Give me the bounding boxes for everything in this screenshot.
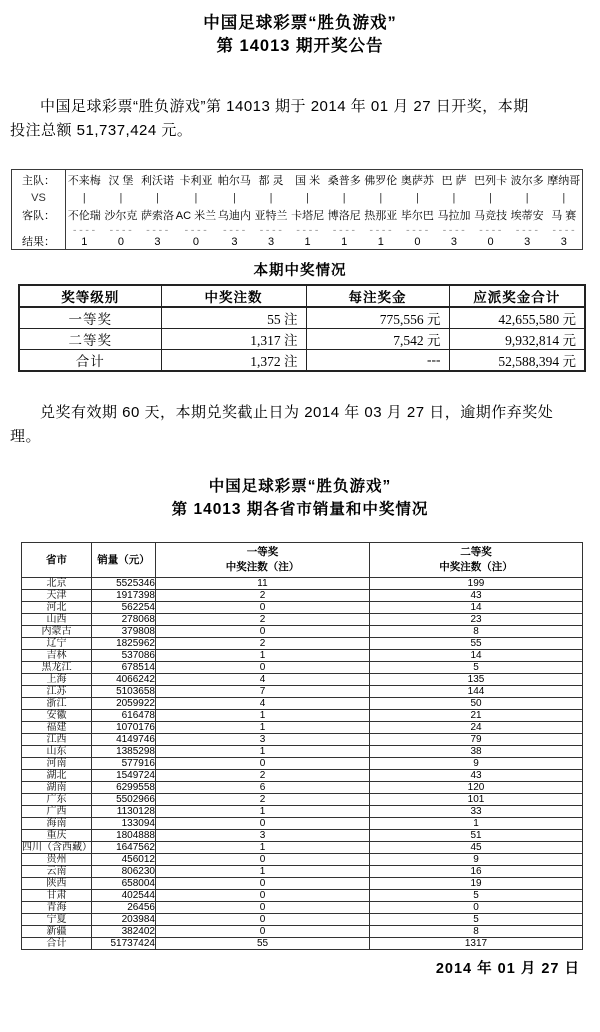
province-row — [22, 638, 583, 650]
province-sales: 537086 — [92, 650, 156, 662]
province-name: 福建 — [22, 722, 92, 734]
province-second-prize-count: 38 — [370, 746, 583, 758]
result-separator: ---- — [71, 225, 97, 236]
province-row — [22, 794, 583, 806]
match-column — [363, 170, 400, 249]
intro-paragraph — [10, 95, 590, 143]
province-row — [22, 698, 583, 710]
province-second-prize-count: 0 — [370, 902, 583, 914]
province-name: 甘肃 — [22, 890, 92, 902]
match-column — [472, 170, 509, 249]
province-first-prize-count: 6 — [156, 782, 370, 794]
province-second-prize-count: 14 — [370, 650, 583, 662]
province-sales: 5525346 — [92, 578, 156, 590]
province-row — [22, 758, 583, 770]
intro-line2: 投注总额 51,737,424 元。 — [10, 122, 193, 139]
province-second-prize-count: 8 — [370, 626, 583, 638]
match-column — [253, 170, 290, 249]
result-separator: ---- — [368, 225, 394, 236]
province-sales: 26456 — [92, 902, 156, 914]
province-row — [22, 746, 583, 758]
prize-row — [19, 307, 585, 329]
page-title-line2: 第 14013 期开奖公告 — [216, 37, 384, 55]
province-second-prize-count: 144 — [370, 686, 583, 698]
match-table-row-labels — [12, 170, 66, 249]
vs-bar: | — [156, 192, 159, 204]
province-section-title-line1: 中国足球彩票“胜负游戏” — [208, 478, 392, 495]
province-first-prize-count: 1 — [156, 710, 370, 722]
province-name: 江西 — [22, 734, 92, 746]
province-first-prize-count: 1 — [156, 650, 370, 662]
province-name: 上海 — [22, 674, 92, 686]
away-team: 乌迪内 — [217, 210, 251, 222]
match-column — [216, 170, 253, 249]
province-second-prize-count: 33 — [370, 806, 583, 818]
province-name: 山东 — [22, 746, 92, 758]
province-name: 北京 — [22, 578, 92, 590]
province-second-prize-count: 43 — [370, 590, 583, 602]
province-name: 天津 — [22, 590, 92, 602]
match-result: 3 — [524, 236, 531, 248]
prize-count: 1,317 注 — [161, 329, 306, 350]
province-sales: 456012 — [92, 854, 156, 866]
province-header-row — [22, 543, 583, 578]
match-columns — [66, 170, 582, 249]
province-row — [22, 938, 583, 950]
home-team: 帕尔马 — [217, 175, 251, 187]
match-column — [399, 170, 436, 249]
province-sales: 1917398 — [92, 590, 156, 602]
redeem-line2: 理。 — [10, 428, 42, 445]
province-second-prize-count: 199 — [370, 578, 583, 590]
result-separator: ---- — [331, 225, 357, 236]
second-prize-header-line2: 中奖注数（注） — [439, 561, 513, 573]
province-name: 安徽 — [22, 710, 92, 722]
province-name: 宁夏 — [22, 914, 92, 926]
match-result: 3 — [231, 236, 238, 248]
province-row — [22, 854, 583, 866]
province-sales: 678514 — [92, 662, 156, 674]
result-separator: ---- — [404, 225, 430, 236]
province-name: 云南 — [22, 866, 92, 878]
province-name: 湖南 — [22, 782, 92, 794]
match-result: 0 — [192, 236, 200, 248]
province-sales: 5502966 — [92, 794, 156, 806]
match-column — [289, 170, 326, 249]
province-sales: 562254 — [92, 602, 156, 614]
province-second-prize-count: 16 — [370, 866, 583, 878]
province-name: 陕西 — [22, 878, 92, 890]
prize-level: 合计 — [19, 350, 161, 372]
province-sales: 1070176 — [92, 722, 156, 734]
province-name: 湖北 — [22, 770, 92, 782]
province-first-prize-count: 11 — [156, 578, 370, 590]
vs-bar: | — [306, 192, 310, 204]
province-second-prize-count: 120 — [370, 782, 583, 794]
province-first-prize-count: 1 — [156, 806, 370, 818]
province-name: 新疆 — [22, 926, 92, 938]
province-sales: 658004 — [92, 878, 156, 890]
result-separator: ---- — [145, 225, 170, 236]
away-team: 热那亚 — [364, 210, 398, 222]
away-team: 博洛尼 — [327, 210, 361, 222]
result-separator: ---- — [478, 225, 503, 236]
province-sales: 1825962 — [92, 638, 156, 650]
result-separator: ---- — [514, 225, 540, 236]
province-row — [22, 734, 583, 746]
vs-row-label: VS — [31, 192, 46, 204]
province-sales: 616478 — [92, 710, 156, 722]
match-column — [509, 170, 546, 249]
match-column — [545, 170, 582, 249]
vs-bar: | — [415, 192, 419, 204]
province-first-prize-count: 7 — [156, 686, 370, 698]
province-sales: 4066242 — [92, 674, 156, 686]
province-first-prize-count: 1 — [156, 722, 370, 734]
province-sales: 382402 — [92, 926, 156, 938]
province-row — [22, 578, 583, 590]
second-prize-header-line1: 二等奖 — [460, 546, 492, 558]
match-result: 1 — [377, 236, 384, 248]
prize-level: 二等奖 — [19, 329, 161, 350]
home-team: 桑普多 — [327, 175, 361, 187]
province-name: 河南 — [22, 758, 92, 770]
province-second-prize-count: 14 — [370, 602, 583, 614]
home-team: 都 灵 — [258, 175, 284, 187]
prize-summary-title: 本期中奖情况 — [253, 263, 347, 279]
away-team: AC 米兰 — [175, 210, 217, 222]
province-sales: 402544 — [92, 890, 156, 902]
result-separator: ---- — [183, 225, 209, 236]
province-row — [22, 686, 583, 698]
match-result: 1 — [341, 236, 348, 248]
away-team: 马 赛 — [551, 210, 577, 222]
province-sales: 51737424 — [92, 938, 156, 950]
province-sales: 278068 — [92, 614, 156, 626]
match-result: 3 — [560, 236, 567, 248]
redeem-line1: 兑奖有效期 60 天，本期兑奖截止日为 2014 年 03 月 27 日，逾期作弃奖处 — [40, 404, 554, 421]
away-team: 沙尔克 — [104, 210, 138, 222]
province-first-prize-count: 0 — [156, 890, 370, 902]
prize-row — [19, 350, 585, 372]
province-sales-table — [21, 542, 583, 950]
province-second-prize-count: 24 — [370, 722, 583, 734]
province-name: 重庆 — [22, 830, 92, 842]
province-name: 辽宁 — [22, 638, 92, 650]
province-name: 广西 — [22, 806, 92, 818]
province-row — [22, 770, 583, 782]
province-row — [22, 614, 583, 626]
prize-total: 52,588,394 元 — [449, 350, 585, 372]
prize-per-bet: 775,556 元 — [306, 307, 449, 329]
match-column — [436, 170, 473, 249]
province-row — [22, 602, 583, 614]
home-team: 不来梅 — [67, 175, 101, 187]
province-name: 山西 — [22, 614, 92, 626]
province-row — [22, 842, 583, 854]
province-section-title — [0, 475, 600, 521]
prize-header-cell: 奖等级别 — [19, 285, 161, 307]
province-first-prize-count: 55 — [156, 938, 370, 950]
province-row — [22, 926, 583, 938]
province-second-prize-count: 50 — [370, 698, 583, 710]
second-prize-header — [370, 543, 583, 578]
match-results-table — [11, 169, 583, 250]
vs-bar: | — [232, 192, 236, 204]
home-team: 佛罗伦 — [364, 175, 398, 187]
prize-total: 42,655,580 元 — [449, 307, 585, 329]
vs-bar: | — [489, 192, 492, 204]
first-prize-header-line1: 一等奖 — [246, 546, 279, 558]
province-sales: 4149746 — [92, 734, 156, 746]
match-result: 0 — [414, 236, 421, 248]
result-separator: ---- — [222, 225, 247, 236]
province-header: 省市 — [22, 543, 92, 578]
vs-bar: | — [525, 192, 529, 204]
prize-header-cell: 应派奖金合计 — [449, 285, 585, 307]
province-first-prize-count: 4 — [156, 698, 370, 710]
province-second-prize-count: 101 — [370, 794, 583, 806]
province-row — [22, 650, 583, 662]
prize-header-row — [19, 285, 585, 307]
first-prize-header — [156, 543, 370, 578]
province-sales: 2059922 — [92, 698, 156, 710]
match-column — [326, 170, 363, 249]
match-result: 3 — [267, 236, 275, 248]
match-column — [103, 170, 140, 249]
province-row — [22, 902, 583, 914]
province-row — [22, 662, 583, 674]
result-row-label: 结果： — [22, 236, 55, 248]
prize-level: 一等奖 — [19, 307, 161, 329]
province-sales: 203984 — [92, 914, 156, 926]
vs-bar: | — [379, 192, 383, 204]
province-second-prize-count: 135 — [370, 674, 583, 686]
province-row — [22, 890, 583, 902]
province-second-prize-count: 8 — [370, 926, 583, 938]
province-first-prize-count: 1 — [156, 746, 370, 758]
province-row — [22, 626, 583, 638]
province-row — [22, 818, 583, 830]
prize-per-bet: --- — [306, 350, 449, 372]
province-sales: 379808 — [92, 626, 156, 638]
home-team: 汉 堡 — [108, 175, 134, 187]
away-team: 萨索洛 — [140, 210, 174, 222]
page-title-line1: 中国足球彩票“胜负游戏” — [203, 14, 397, 32]
province-row — [22, 830, 583, 842]
home-team: 利沃诺 — [140, 175, 174, 187]
home-team: 摩纳哥 — [547, 175, 581, 187]
province-sales: 577916 — [92, 758, 156, 770]
home-team: 波尔多 — [510, 175, 544, 187]
vs-bar: | — [82, 192, 86, 204]
province-first-prize-count: 2 — [156, 614, 370, 626]
province-sales: 806230 — [92, 866, 156, 878]
prize-count: 55 注 — [161, 307, 306, 329]
match-column — [66, 170, 103, 249]
away-team: 不伦瑞 — [67, 210, 101, 222]
province-row — [22, 914, 583, 926]
away-team: 亚特兰 — [254, 210, 288, 222]
province-sales: 6299558 — [92, 782, 156, 794]
province-second-prize-count: 5 — [370, 662, 583, 674]
province-name: 黑龙江 — [22, 662, 92, 674]
result-separator: ---- — [258, 225, 284, 236]
away-team: 马拉加 — [437, 210, 471, 222]
away-team: 毕尔巴 — [400, 210, 434, 222]
province-second-prize-count: 45 — [370, 842, 583, 854]
province-second-prize-count: 5 — [370, 890, 583, 902]
province-sales: 1549724 — [92, 770, 156, 782]
province-first-prize-count: 3 — [156, 734, 370, 746]
prize-row — [19, 329, 585, 350]
match-result: 0 — [117, 236, 124, 248]
province-row — [22, 722, 583, 734]
result-separator: ---- — [551, 225, 577, 236]
province-first-prize-count: 0 — [156, 818, 370, 830]
vs-bar: | — [194, 192, 198, 204]
province-first-prize-count: 1 — [156, 842, 370, 854]
province-sales: 1385298 — [92, 746, 156, 758]
province-second-prize-count: 1 — [370, 818, 583, 830]
home-row-label: 主队： — [22, 175, 55, 187]
vs-bar: | — [269, 192, 273, 204]
province-second-prize-count: 9 — [370, 758, 583, 770]
province-first-prize-count: 0 — [156, 602, 370, 614]
province-first-prize-count: 2 — [156, 794, 370, 806]
province-second-prize-count: 21 — [370, 710, 583, 722]
province-name: 江苏 — [22, 686, 92, 698]
province-name: 四川（含西藏） — [22, 842, 92, 853]
province-first-prize-count: 4 — [156, 674, 370, 686]
match-result: 1 — [81, 236, 88, 248]
province-second-prize-count: 1317 — [370, 938, 583, 950]
result-separator: ---- — [441, 225, 467, 236]
province-first-prize-count: 0 — [156, 758, 370, 770]
province-row — [22, 806, 583, 818]
province-name: 内蒙古 — [22, 626, 92, 638]
province-second-prize-count: 19 — [370, 878, 583, 890]
vs-bar: | — [119, 192, 123, 204]
province-row — [22, 590, 583, 602]
prize-count: 1,372 注 — [161, 350, 306, 372]
away-team: 卡塔尼 — [291, 210, 325, 222]
result-separator: ---- — [108, 225, 134, 236]
province-sales: 5103658 — [92, 686, 156, 698]
province-name: 合计 — [22, 938, 92, 950]
province-first-prize-count: 0 — [156, 926, 370, 938]
province-name: 吉林 — [22, 650, 92, 662]
home-team: 国 米 — [295, 175, 321, 187]
province-name: 青海 — [22, 902, 92, 914]
province-first-prize-count: 0 — [156, 854, 370, 866]
province-second-prize-count: 79 — [370, 734, 583, 746]
redeem-paragraph — [10, 401, 590, 449]
sales-header: 销量（元） — [92, 543, 156, 578]
province-row — [22, 878, 583, 890]
province-name: 海南 — [22, 818, 92, 830]
province-first-prize-count: 0 — [156, 914, 370, 926]
prize-header-cell: 中奖注数 — [161, 285, 306, 307]
province-first-prize-count: 3 — [156, 830, 370, 842]
home-team: 卡利亚 — [179, 175, 213, 187]
province-first-prize-count: 0 — [156, 878, 370, 890]
province-first-prize-count: 2 — [156, 590, 370, 602]
home-team: 巴 萨 — [441, 175, 467, 187]
home-team: 奥萨苏 — [400, 175, 434, 187]
match-column — [139, 170, 176, 249]
away-team: 埃蒂安 — [510, 210, 544, 222]
intro-line1: 中国足球彩票“胜负游戏”第 14013 期于 2014 年 01 月 27 日开奖，本期 — [40, 98, 529, 115]
match-result: 3 — [154, 236, 161, 248]
footer-date: 2014 年 01 月 27 日 — [435, 961, 580, 977]
prize-summary-table — [18, 284, 586, 372]
province-name: 河北 — [22, 602, 92, 614]
province-section-title-line2: 第 14013 期各省市销量和中奖情况 — [171, 501, 429, 518]
province-first-prize-count: 2 — [156, 770, 370, 782]
prize-per-bet: 7,542 元 — [306, 329, 449, 350]
match-result: 3 — [450, 236, 458, 248]
province-sales: 133094 — [92, 818, 156, 830]
province-sales: 1647562 — [92, 842, 156, 854]
province-second-prize-count: 43 — [370, 770, 583, 782]
province-name: 浙江 — [22, 698, 92, 710]
match-result: 1 — [304, 236, 311, 248]
province-row — [22, 782, 583, 794]
province-second-prize-count: 5 — [370, 914, 583, 926]
away-row-label: 客队： — [22, 210, 55, 222]
province-first-prize-count: 0 — [156, 902, 370, 914]
home-team: 巴列卡 — [474, 175, 508, 187]
result-separator: ---- — [295, 225, 321, 236]
province-first-prize-count: 2 — [156, 638, 370, 650]
province-row — [22, 710, 583, 722]
province-first-prize-count: 1 — [156, 866, 370, 878]
province-sales: 1804888 — [92, 830, 156, 842]
match-column — [176, 170, 216, 249]
prize-header-cell: 每注奖金 — [306, 285, 449, 307]
province-second-prize-count: 51 — [370, 830, 583, 842]
vs-bar: | — [562, 192, 566, 204]
province-sales: 1130128 — [92, 806, 156, 818]
province-row — [22, 866, 583, 878]
vs-bar: | — [342, 192, 346, 204]
province-second-prize-count: 23 — [370, 614, 583, 626]
dash-row-spacer — [12, 227, 65, 235]
province-row — [22, 674, 583, 686]
away-team: 马竞技 — [474, 210, 508, 222]
province-second-prize-count: 55 — [370, 638, 583, 650]
match-result: 0 — [487, 236, 494, 248]
province-first-prize-count: 0 — [156, 626, 370, 638]
prize-total: 9,932,814 元 — [449, 329, 585, 350]
page-title — [0, 12, 600, 58]
province-second-prize-count: 9 — [370, 854, 583, 866]
first-prize-header-line2: 中奖注数（注） — [225, 561, 300, 573]
vs-bar: | — [452, 192, 456, 204]
province-first-prize-count: 0 — [156, 662, 370, 674]
province-name: 广东 — [22, 794, 92, 806]
province-name: 贵州 — [22, 854, 92, 866]
